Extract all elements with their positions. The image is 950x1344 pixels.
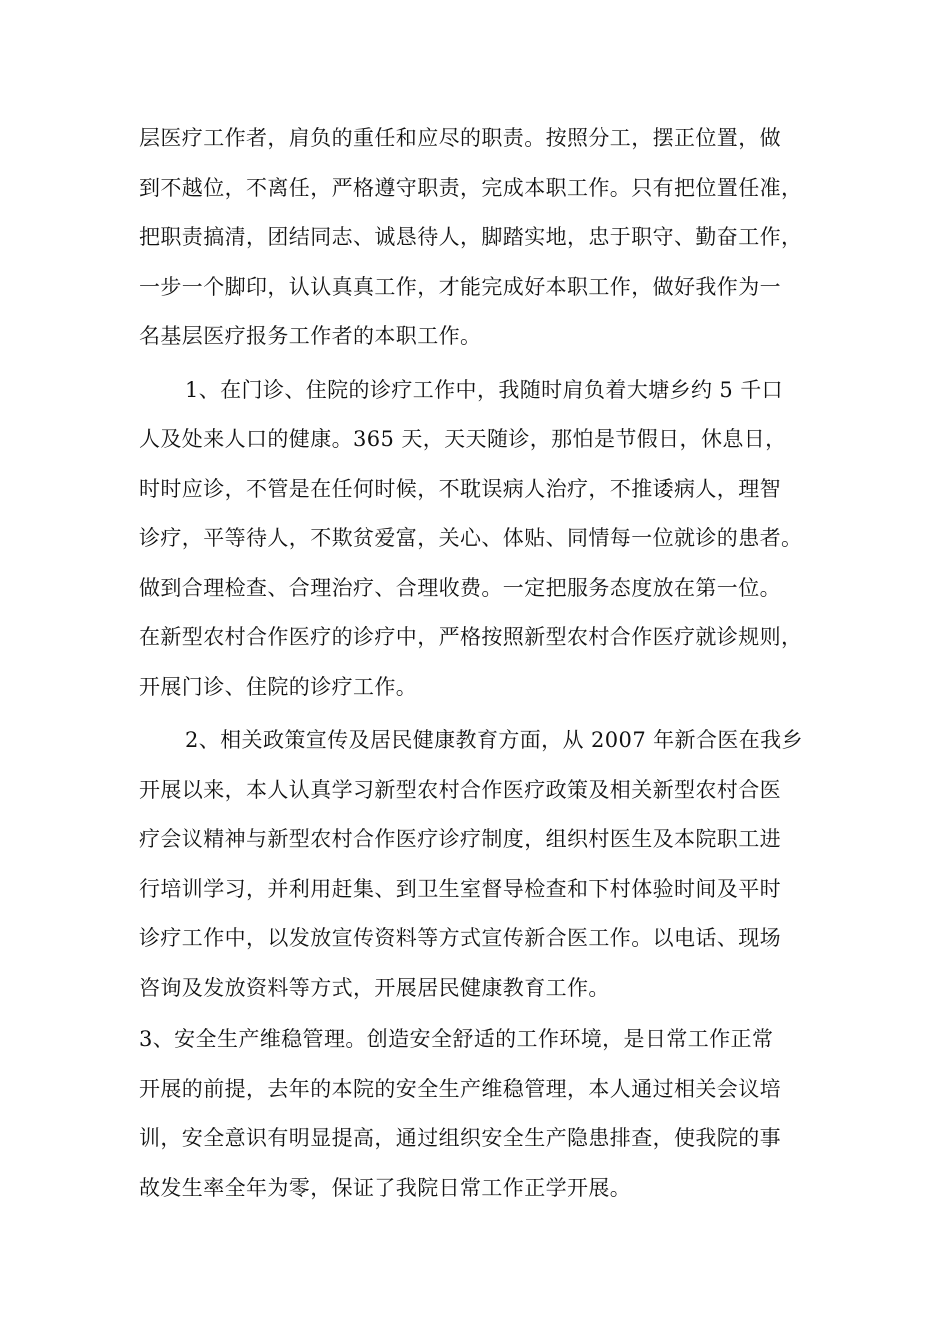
text-line: 疗会议精神与新型农村合作医疗诊疗制度，组织村医生及本院职工进 xyxy=(139,827,781,851)
text-line: 时时应诊，不管是在任何时候，不耽误病人治疗，不推诿病人，理智 xyxy=(139,477,781,501)
text-line: 2、相关政策宣传及居民健康教育方面，从 2007 年新合医在我乡 xyxy=(185,728,803,752)
text-line: 在新型农村合作医疗的诊疗中，严格按照新型农村合作医疗就诊规则， xyxy=(139,625,803,649)
text-line: 开展门诊、住院的诊疗工作。 xyxy=(139,675,418,699)
text-line: 人及处来人口的健康。365 天，天天随诊，那怕是节假日，休息日， xyxy=(139,427,787,451)
text-line: 行培训学习，并利用赶集、到卫生室督导检查和下村体验时间及平时 xyxy=(139,877,781,901)
text-line: 名基层医疗报务工作者的本职工作。 xyxy=(139,324,482,348)
text-line: 故发生率全年为零，保证了我院日常工作正学开展。 xyxy=(139,1176,632,1200)
text-line: 层医疗工作者，肩负的重任和应尽的职责。按照分工，摆正位置，做 xyxy=(139,126,781,150)
text-line: 把职责搞清，团结同志、诚恳待人，脚踏实地，忠于职守、勤奋工作， xyxy=(139,225,803,249)
text-line: 3、安全生产维稳管理。创造安全舒适的工作环境，是日常工作正常 xyxy=(139,1027,774,1051)
text-line: 诊疗工作中，以发放宣传资料等方式宣传新合医工作。以电话、现场 xyxy=(139,926,781,950)
text-line: 一步一个脚印，认认真真工作，才能完成好本职工作，做好我作为一 xyxy=(139,275,781,299)
text-line: 诊疗，平等待人，不欺贫爱富，关心、体贴、同情每一位就诊的患者。 xyxy=(139,526,803,550)
text-line: 咨询及发放资料等方式，开展居民健康教育工作。 xyxy=(139,976,610,1000)
text-line: 开展以来，本人认真学习新型农村合作医疗政策及相关新型农村合医 xyxy=(139,778,781,802)
text-line: 到不越位，不离任，严格遵守职责，完成本职工作。只有把位置任准， xyxy=(139,176,803,200)
text-line: 开展的前提，去年的本院的安全生产维稳管理，本人通过相关会议培 xyxy=(139,1077,781,1101)
text-line: 做到合理检查、合理治疗、合理收费。一定把服务态度放在第一位。 xyxy=(139,576,781,600)
text-line: 训，安全意识有明显提高，通过组织安全生产隐患排查，使我院的事 xyxy=(139,1126,781,1150)
text-line: 1、在门诊、住院的诊疗工作中，我随时肩负着大塘乡约 5 千口 xyxy=(185,378,784,402)
